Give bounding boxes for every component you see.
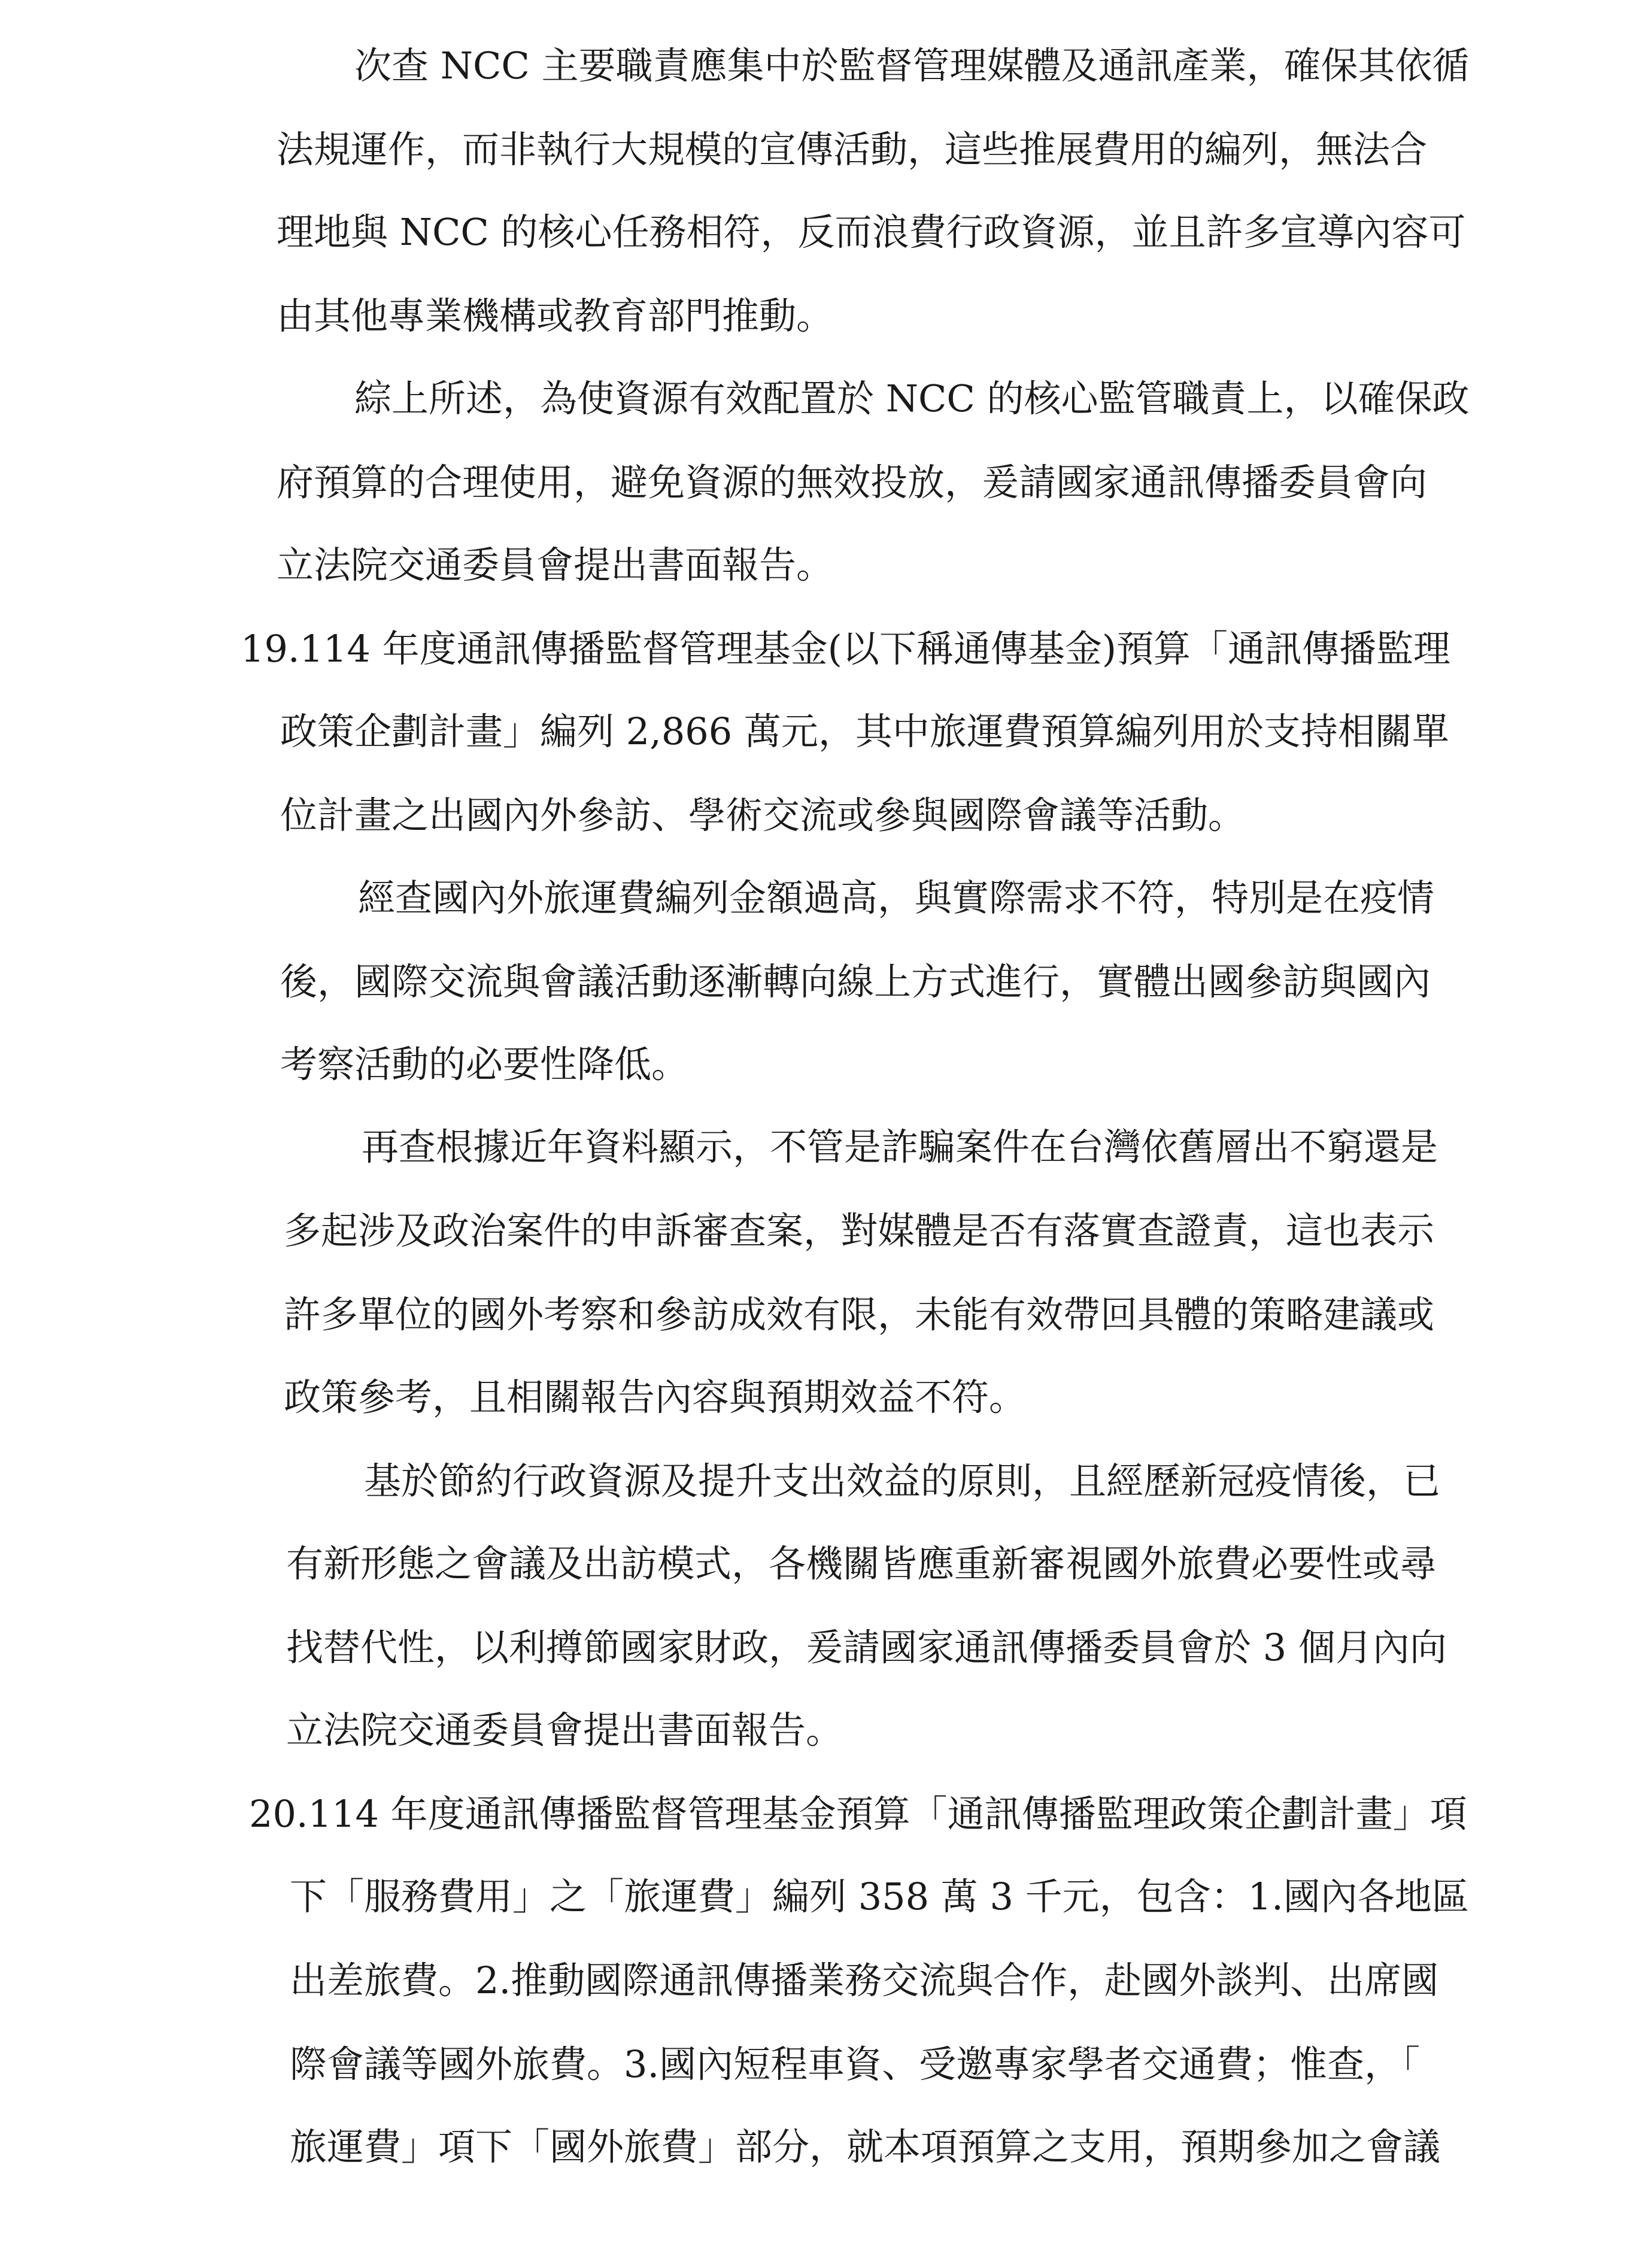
text-line-7: 立法院交通委員會提出書面報告。 <box>277 543 834 587</box>
text-line-2: 法規運作，而非執行大規模的宣傳活動，這些推展費用的編列，無法合 <box>277 128 1428 171</box>
text-line-1: 次查 NCC 主要職責應集中於監督管理媒體及通訊產業，確保其依循 <box>354 44 1470 87</box>
text-line-19: 有新形態之會議及出訪模式，各機關皆應重新審視國外旅費必要性或尋 <box>286 1542 1437 1585</box>
text-line-18: 基於節約行政資源及提升支出效益的原則，且經歷新冠疫情後，已 <box>364 1459 1441 1503</box>
text-line-22: 20.114 年度通訊傳播監督管理基金預算「通訊傳播監理政策企劃計畫」項 <box>249 1792 1467 1836</box>
text-line-24: 出差旅費。2.推動國際通訊傳播業務交流與合作，赴國外談判、出席國 <box>290 1958 1439 2002</box>
text-line-15: 多起涉及政治案件的申訴審查案，對媒體是否有落實查證責，這也表示 <box>284 1209 1435 1253</box>
text-line-10: 位計畫之出國內外參訪、學術交流或參與國際會議等活動。 <box>280 793 1246 837</box>
text-line-12: 後，國際交流與會議活動逐漸轉向線上方式進行，實體出國參訪與國內 <box>280 960 1431 1003</box>
text-line-13: 考察活動的必要性降低。 <box>280 1042 689 1086</box>
text-line-21: 立法院交通委員會提出書面報告。 <box>286 1708 843 1752</box>
text-line-14: 再查根據近年資料顯示，不管是詐騙案件在台灣依舊層出不窮還是 <box>362 1125 1438 1169</box>
text-line-20: 找替代性，以利撙節國家財政，爰請國家通訊傳播委員會於 3 個月內向 <box>286 1626 1447 1669</box>
text-line-23: 下「服務費用」之「旅運費」編列 358 萬 3 千元，包含：1.國內各地區 <box>290 1875 1469 1918</box>
text-line-8: 19.114 年度通訊傳播監督管理基金(以下稱通傳基金)預算「通訊傳播監理 <box>241 627 1451 671</box>
text-line-11: 經查國內外旅運費編列金額過高，與實際需求不符，特別是在疫情 <box>358 876 1435 920</box>
text-line-3: 理地與 NCC 的核心任務相符，反而浪費行政資源，並且許多宣導內容可 <box>277 210 1466 254</box>
text-line-25: 際會議等國外旅費。3.國內短程車資、受邀專家學者交通費；惟查，「 <box>290 2042 1421 2086</box>
text-line-4: 由其他專業機構或教育部門推動。 <box>277 294 834 338</box>
text-line-6: 府預算的合理使用，避免資源的無效投放，爰請國家通訊傳播委員會向 <box>277 460 1428 504</box>
text-line-17: 政策參考，且相關報告內容與預期效益不符。 <box>284 1375 1027 1419</box>
text-line-9: 政策企劃計畫」編列 2,866 萬元，其中旅運費預算編列用於支持相關單 <box>280 709 1449 753</box>
text-line-5: 綜上所述，為使資源有效配置於 NCC 的核心監管職責上，以確保政 <box>354 377 1470 420</box>
text-line-26: 旅運費」項下「國外旅費」部分，就本項預算之支用，預期參加之會議 <box>290 2125 1441 2169</box>
text-line-16: 許多單位的國外考察和參訪成效有限，未能有效帶回具體的策略建議或 <box>284 1293 1435 1336</box>
